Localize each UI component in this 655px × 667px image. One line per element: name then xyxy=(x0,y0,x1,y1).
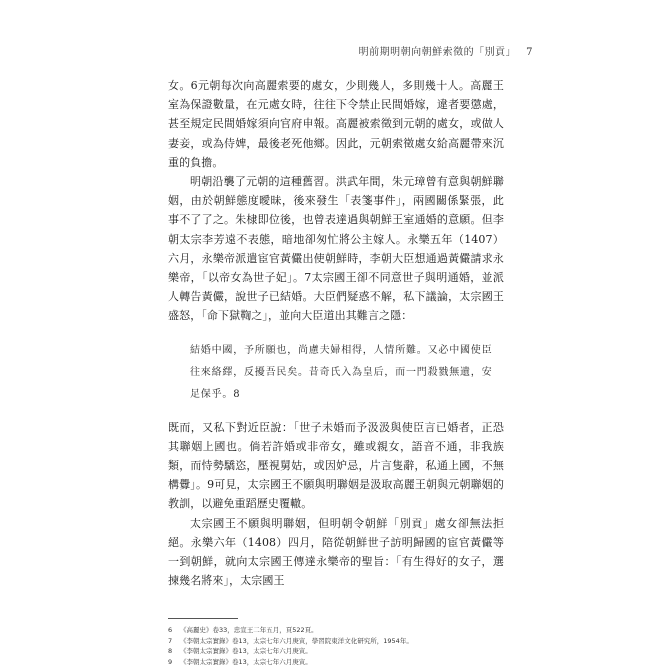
block-quote: 結婚中國，予所願也，尚慮夫婦相得，人情所難。又必中國使臣往來絡繹，反擾吾民矣。昔奇氏入為皇后，而一門殺戮無遺，安足保乎。8 xyxy=(190,344,493,400)
footnote-text: 《李朝太宗實錄》卷13，太宗七年六月庚寅。 xyxy=(180,647,312,656)
footnote-number: 8 xyxy=(168,647,173,656)
footnote xyxy=(168,625,504,636)
body-text xyxy=(168,76,504,667)
paragraph-3: 既而，又私下對近臣說：「世子未婚而予汲汲與使臣言已婚者，正恐其聯姻上國也。倘若許婚或非帝女，雖或親女，語音不通，非我族類，而恃勢驕恣，壓視舅姑，或因妒忌，片言隻辭，私通上國，不無構釁」。9可見，太宗國王不願與明聯姻是汲取高麗王朝與元朝聯姻的教訓，以避免重蹈歷史覆轍。 xyxy=(168,420,504,511)
footnote-number: 9 xyxy=(168,657,173,666)
paragraph-1: 女。6元朝每次向高麗索要的處女，少則幾人，多則幾十人。高麗王室為保證數量，在元處女時，往往下令禁止民間婚嫁，違者要懲處，甚至規定民間婚嫁須向官府申報。高麗被索徵到元朝的處女，或做人妻妾，或為侍婢，最後老死他鄉。因此，元朝索徵處女給高麗帶來沉重的負擔。 xyxy=(168,79,504,169)
footnote-text: 《李朝太宗實錄》卷13，太宗七年六月庚寅。 xyxy=(180,657,312,666)
footnote-number: 6 xyxy=(168,626,173,635)
paragraph-4: 太宗國王不願與明聯姻，但明朝令朝鮮「別貢」處女卻無法拒絕。永樂六年（1408）四月，陪從朝鮮世子訪明歸國的宦官黃儼等一到朝鮮，就向太宗國王傳達永樂帝的聖旨：「有生得好的女子，選揀幾名將來」，太宗國王 xyxy=(168,516,504,588)
footnotes xyxy=(168,625,504,667)
footnote-number: 7 xyxy=(168,636,173,645)
footnote xyxy=(168,646,504,657)
footnote-text: 《李朝太宗實錄》卷13，太宗七年六月庚寅，學習院東洋文化研究所，1954年。 xyxy=(180,636,413,645)
footnote xyxy=(168,657,504,667)
running-title: 明前期明朝向朝鮮索徵的「別貢」 xyxy=(358,47,517,58)
paragraph-2: 明朝沿襲了元朝的這種舊習。洪武年間，朱元璋曾有意與朝鮮聯姻，由於朝鮮態度曖昧，後來發生「表箋事件」，兩國關係緊張，此事不了了之。朱棣即位後，也曾表達過與朝鮮王室通婚的意願。但李朝太宗李芳遠不表態，暗地卻匆忙將公主嫁人。永樂五年（1407）六月，永樂帝派遣宦官黃儼出使朝鮮時，李朝大臣想通過黃儼請求永樂帝，「以帝女為世子妃」。7太宗國王卻不同意世子與明通婚，並派人轉告黃儼，說世子已結婚。大臣們疑惑不解，私下議論，太宗國王盛怒，「命下獄鞫之」，並向大臣道出其難言之隱： xyxy=(168,175,504,323)
page-number: 7 xyxy=(526,47,533,58)
running-header xyxy=(359,43,533,58)
footnote-divider xyxy=(168,618,238,619)
footnote xyxy=(168,636,504,647)
footnote-text: 《高麗史》卷33，忠宣王二年五月，頁522頁。 xyxy=(180,626,318,635)
